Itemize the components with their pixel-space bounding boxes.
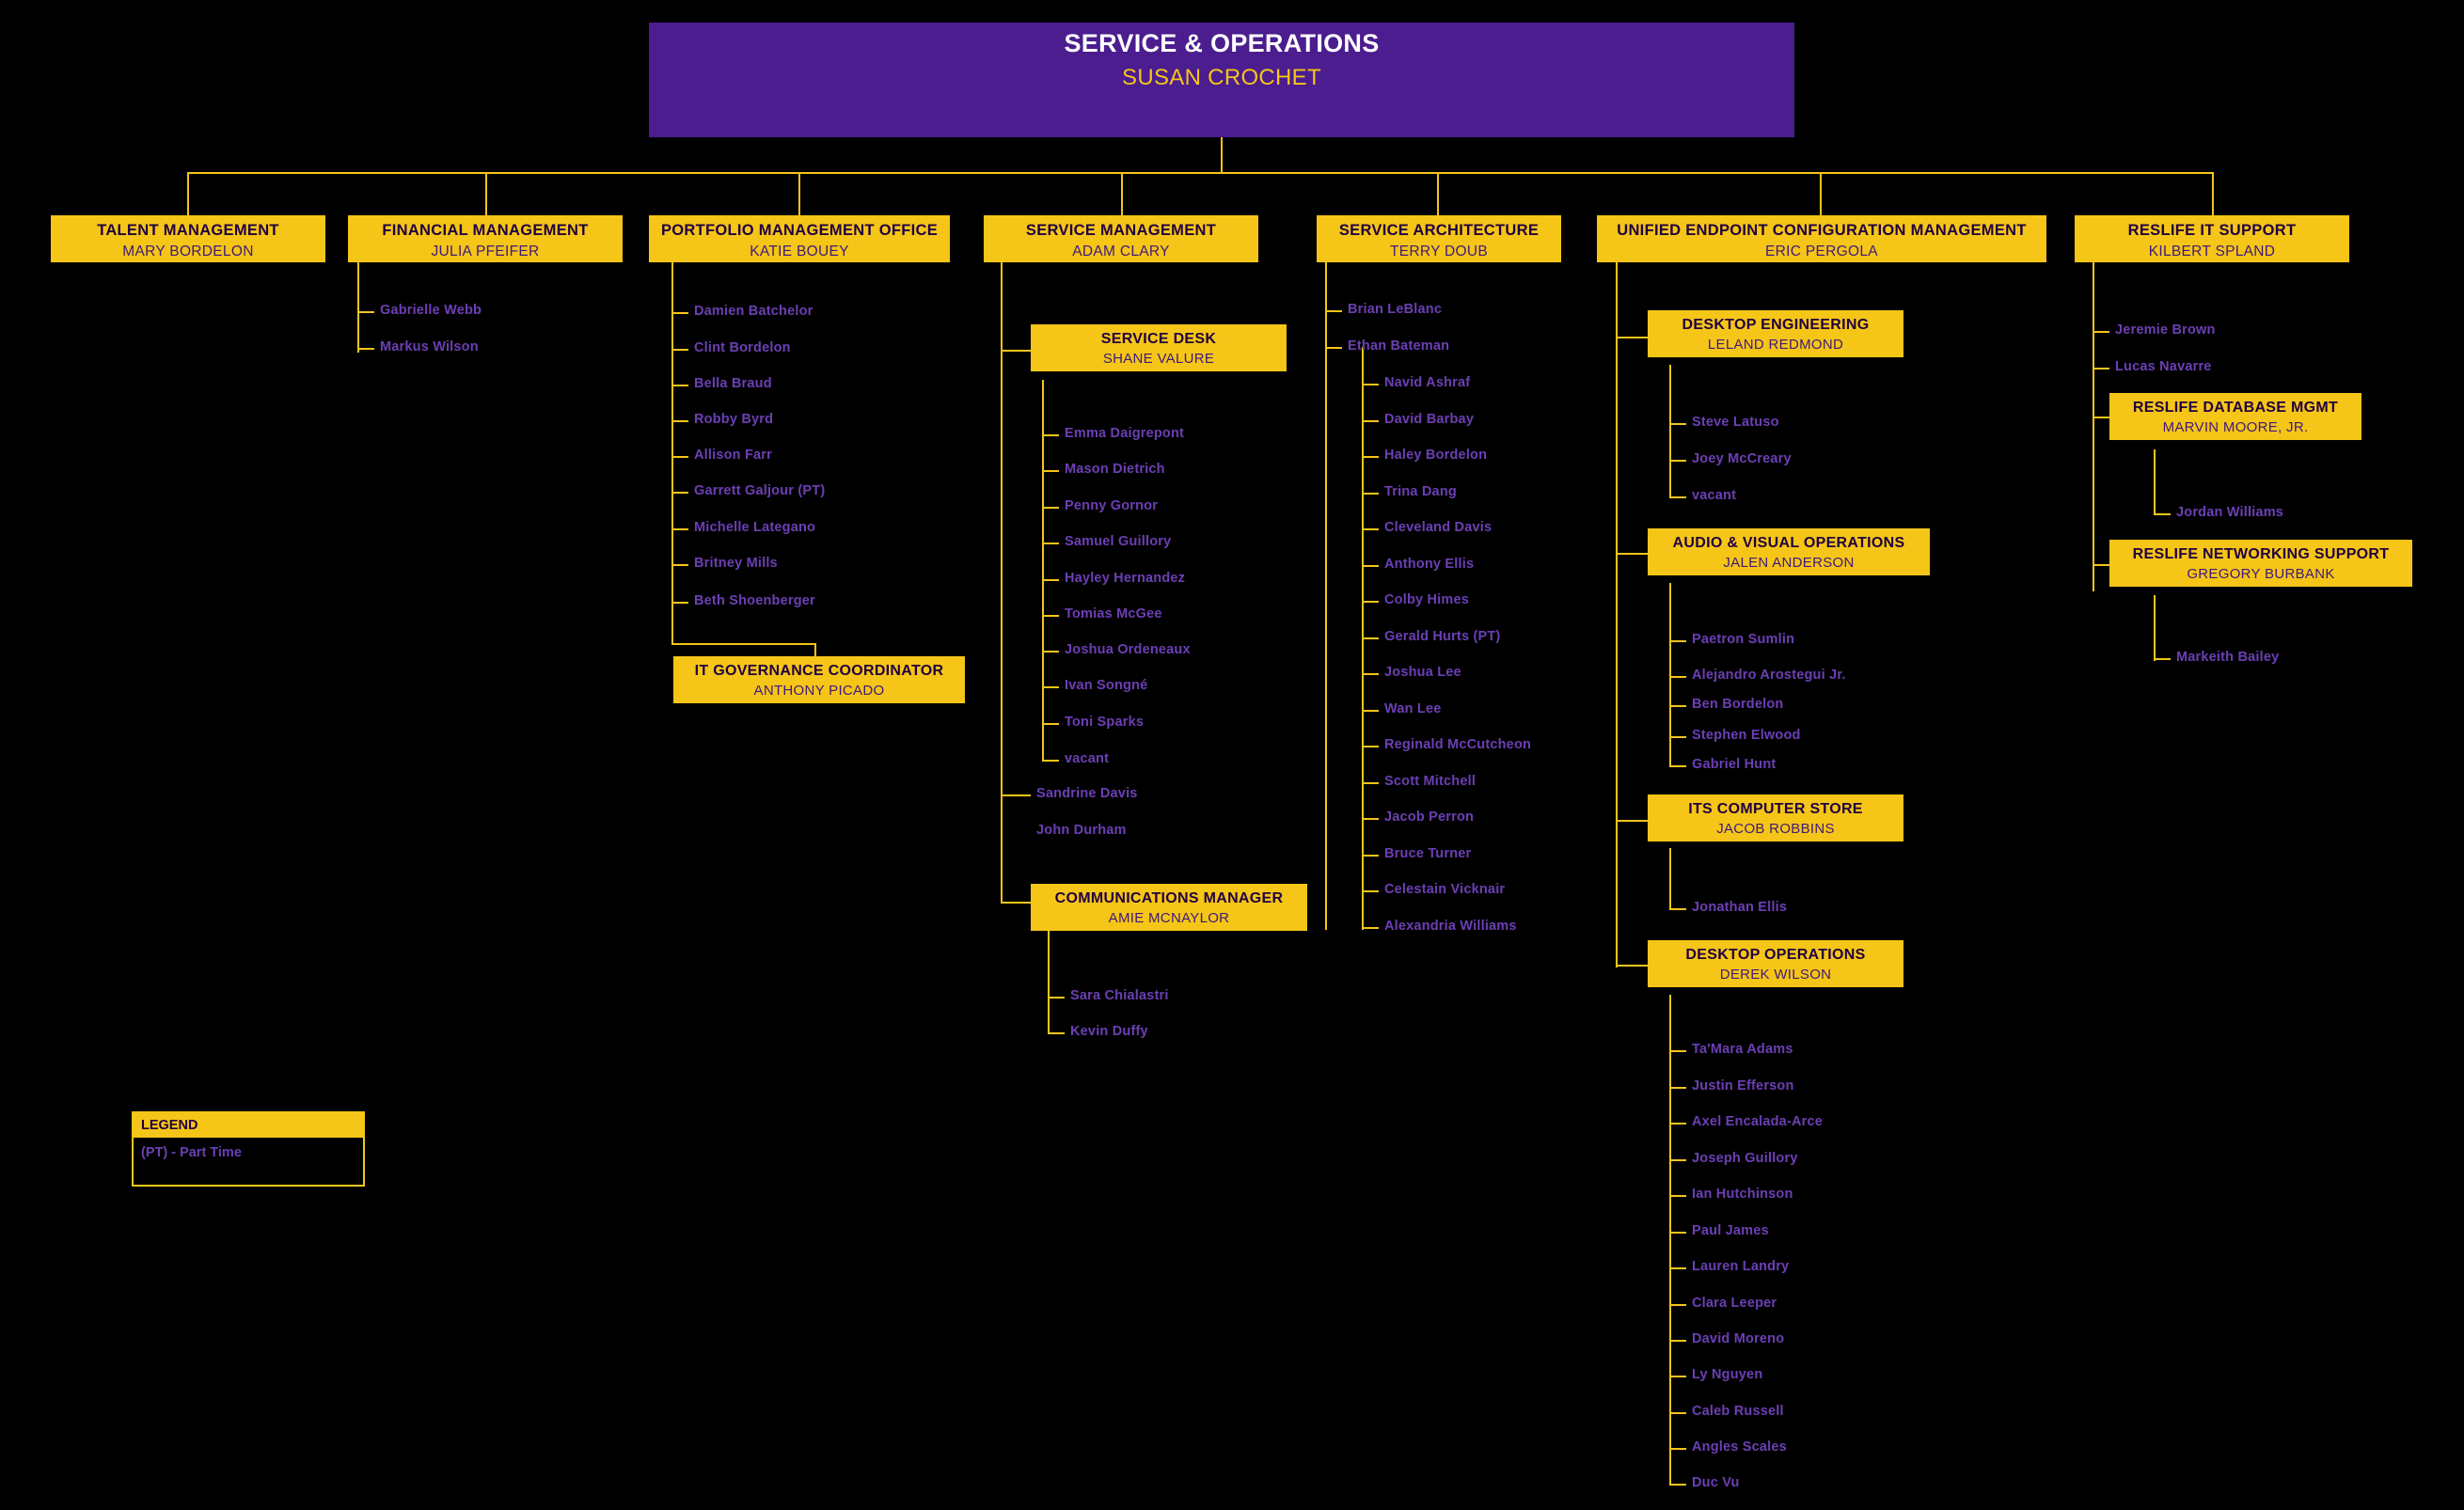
node-name: KILBERT SPLAND [2148, 243, 2276, 260]
list-item[interactable]: Bella Braud [694, 376, 772, 391]
node-communications-manager[interactable] [1031, 884, 1307, 931]
node-name: AMIE MCNAYLOR [1108, 910, 1230, 926]
connector [2212, 172, 2214, 215]
list-item[interactable]: John Durham [1036, 823, 1127, 838]
list-item[interactable]: Axel Encalada-Arce [1692, 1114, 1823, 1129]
node-desktop-operations[interactable] [1648, 940, 1903, 987]
list-item[interactable]: Garrett Galjour (PT) [694, 483, 826, 498]
connector [1362, 782, 1379, 784]
legend [132, 1111, 365, 1187]
connector [1669, 1484, 1686, 1486]
connector [1669, 995, 1671, 1484]
list-item[interactable]: Brian LeBlanc [1348, 302, 1443, 317]
connector [1221, 136, 1223, 172]
connector [1001, 902, 1031, 904]
node-title: SERVICE DESK [1100, 331, 1217, 347]
connector [1669, 1376, 1686, 1377]
connector [1362, 565, 1379, 567]
connector [2093, 331, 2109, 333]
list-item[interactable]: Markeith Bailey [2176, 650, 2280, 665]
connector [1669, 1267, 1686, 1269]
connector [1362, 493, 1379, 495]
connector [1669, 640, 1686, 642]
root-node-service-operations[interactable] [649, 23, 1794, 137]
connector [671, 564, 688, 566]
connector [1362, 818, 1379, 820]
node-title: PORTFOLIO MANAGEMENT OFFICE [660, 222, 939, 239]
node-its-computer-store[interactable] [1648, 794, 1903, 842]
connector [1042, 470, 1059, 472]
node-financial-management[interactable] [348, 215, 623, 262]
list-item[interactable]: Justin Efferson [1692, 1078, 1794, 1093]
list-item[interactable]: Mason Dietrich [1065, 462, 1165, 477]
list-item[interactable]: Toni Sparks [1065, 715, 1145, 730]
list-item[interactable]: Reginald McCutcheon [1384, 737, 1532, 752]
list-item[interactable]: Trina Dang [1384, 484, 1457, 499]
connector [1362, 855, 1379, 857]
connector [671, 312, 688, 314]
connector [1325, 310, 1342, 312]
node-talent-management[interactable] [51, 215, 325, 262]
node-name: MARY BORDELON [122, 243, 254, 260]
list-item[interactable]: Sandrine Davis [1036, 786, 1138, 801]
connector [1616, 553, 1648, 555]
node-title: TALENT MANAGEMENT [97, 222, 279, 239]
list-item[interactable]: David Barbay [1384, 412, 1475, 427]
connector [1437, 172, 1439, 215]
list-item[interactable]: Steve Latuso [1692, 415, 1779, 430]
node-name: JACOB ROBBINS [1716, 821, 1835, 837]
connector [1362, 710, 1379, 712]
connector [1669, 736, 1686, 738]
node-reslife-it-support[interactable] [2075, 215, 2349, 262]
connector [1669, 1159, 1686, 1161]
connector [485, 172, 487, 215]
connector [1042, 615, 1059, 617]
connector [671, 492, 688, 494]
connector [357, 348, 374, 350]
connector [814, 643, 816, 656]
connector [1669, 1195, 1686, 1197]
list-item[interactable]: Emma Daigrepont [1065, 426, 1185, 441]
list-item[interactable]: Clara Leeper [1692, 1296, 1777, 1311]
list-item[interactable]: Caleb Russell [1692, 1404, 1784, 1419]
list-item[interactable]: Beth Shoenberger [694, 593, 815, 608]
connector [671, 349, 688, 351]
list-item[interactable]: Markus Wilson [380, 339, 479, 354]
root-title: SERVICE & OPERATIONS [1064, 29, 1380, 57]
connector [1616, 337, 1648, 338]
connector [2154, 595, 2156, 661]
list-item[interactable]: Joshua Ordeneaux [1065, 642, 1191, 657]
list-item[interactable]: Jordan Williams [2176, 505, 2284, 520]
connector [1669, 460, 1686, 462]
connector [1669, 496, 1686, 498]
node-name: DEREK WILSON [1719, 967, 1832, 983]
node-name: MARVIN MOORE, JR. [2162, 419, 2309, 435]
list-item[interactable]: Bruce Turner [1384, 846, 1472, 861]
connector [2093, 262, 2094, 591]
connector [671, 420, 688, 422]
list-item[interactable]: Cleveland Davis [1384, 520, 1493, 535]
node-title: UNIFIED ENDPOINT CONFIGURATION MANAGEMENT [1617, 222, 2027, 239]
list-item[interactable]: Lucas Navarre [2115, 359, 2212, 374]
list-item[interactable]: Sara Chialastri [1070, 988, 1169, 1003]
node-name: ANTHONY PICADO [753, 683, 885, 699]
list-item[interactable]: Lauren Landry [1692, 1259, 1790, 1274]
connector [1001, 794, 1025, 796]
connector [1669, 1123, 1686, 1125]
node-name: SHANE VALURE [1102, 351, 1215, 367]
connector [1669, 676, 1686, 678]
list-item[interactable]: Wan Lee [1384, 701, 1442, 716]
list-item[interactable]: Joey McCreary [1692, 451, 1792, 466]
list-item[interactable]: Tomias McGee [1065, 606, 1162, 621]
connector [1042, 543, 1059, 544]
node-it-governance-coordinator[interactable] [673, 656, 965, 703]
list-item[interactable]: Allison Farr [694, 448, 772, 463]
list-item[interactable]: Colby Himes [1384, 592, 1470, 607]
connector [1325, 262, 1327, 930]
connector [1042, 507, 1059, 509]
connector [1121, 172, 1123, 215]
list-item[interactable]: Alejandro Arostegui Jr. [1692, 668, 1846, 683]
connector [357, 262, 359, 353]
connector [2154, 658, 2171, 660]
list-item[interactable]: Celestain Vicknair [1384, 882, 1506, 897]
node-title: SERVICE MANAGEMENT [1025, 222, 1217, 239]
list-item[interactable]: Robby Byrd [694, 412, 774, 427]
node-audio-visual-operations[interactable] [1648, 528, 1930, 575]
list-item[interactable]: Jacob Perron [1384, 810, 1475, 825]
node-reslife-database-mgmt[interactable] [2109, 393, 2361, 440]
connector [1669, 765, 1686, 767]
connector [671, 643, 814, 645]
connector [1669, 365, 1671, 498]
list-item[interactable]: Damien Batchelor [694, 304, 813, 319]
node-service-architecture[interactable] [1317, 215, 1561, 262]
connector [1820, 172, 1822, 215]
connector [1362, 384, 1379, 385]
list-item[interactable]: Jeremie Brown [2115, 322, 2216, 338]
connector-bus [187, 172, 2212, 174]
list-item[interactable]: Ta'Mara Adams [1692, 1042, 1793, 1057]
node-title: RESLIFE NETWORKING SUPPORT [2132, 546, 2390, 562]
list-item[interactable]: Hayley Hernandez [1065, 571, 1186, 586]
list-item[interactable]: Alexandria Williams [1384, 919, 1517, 934]
list-item[interactable]: Angles Scales [1692, 1439, 1787, 1455]
node-title: DESKTOP OPERATIONS [1685, 947, 1866, 963]
list-item[interactable]: Ethan Bateman [1348, 338, 1450, 354]
connector [1042, 760, 1059, 762]
connector [671, 262, 673, 643]
node-service-management[interactable] [984, 215, 1258, 262]
node-desktop-engineering[interactable] [1648, 310, 1903, 357]
connector [1669, 583, 1671, 766]
list-item[interactable]: Anthony Ellis [1384, 557, 1475, 572]
connector [1669, 1050, 1686, 1052]
node-title: RESLIFE DATABASE MGMT [2132, 400, 2339, 416]
connector [1001, 262, 1003, 902]
connector [2154, 449, 2156, 515]
list-item[interactable]: Paul James [1692, 1223, 1769, 1238]
connector [1001, 350, 1031, 352]
node-title: SERVICE ARCHITECTURE [1338, 222, 1540, 239]
list-item[interactable]: Joseph Guillory [1692, 1151, 1798, 1166]
node-name: KATIE BOUEY [750, 243, 849, 260]
connector [1669, 1232, 1686, 1234]
list-item[interactable]: Jonathan Ellis [1692, 900, 1788, 915]
list-item[interactable]: Ian Hutchinson [1692, 1187, 1793, 1202]
connector [1669, 908, 1686, 910]
connector [1362, 746, 1379, 747]
connector [2093, 368, 2109, 370]
node-title: FINANCIAL MANAGEMENT [382, 222, 589, 239]
node-title: COMMUNICATIONS MANAGER [1054, 890, 1284, 906]
connector [1362, 420, 1379, 422]
root-name: SUSAN CROCHET [1122, 64, 1321, 90]
list-item[interactable]: Ivan Songné [1065, 678, 1148, 693]
connector [187, 172, 189, 215]
list-item[interactable]: Gabrielle Webb [380, 303, 482, 318]
connector [1048, 1032, 1065, 1034]
connector [1362, 528, 1379, 530]
connector [1042, 723, 1059, 725]
connector [1325, 347, 1342, 349]
connector [671, 528, 688, 530]
connector [1042, 380, 1044, 761]
connector [671, 456, 688, 458]
list-item[interactable]: Gerald Hurts (PT) [1384, 629, 1501, 644]
connector [1362, 890, 1379, 892]
node-title: RESLIFE IT SUPPORT [2127, 222, 2297, 239]
list-item[interactable]: Ly Nguyen [1692, 1367, 1763, 1382]
legend-title: LEGEND [134, 1113, 363, 1138]
list-item[interactable]: Navid Ashraf [1384, 375, 1471, 390]
list-item[interactable]: Scott Mitchell [1384, 774, 1477, 789]
list-item[interactable]: David Moreno [1692, 1331, 1785, 1346]
node-name: TERRY DOUB [1389, 243, 1489, 260]
node-name: LELAND REDMOND [1707, 337, 1844, 353]
connector [1669, 848, 1671, 909]
connector [798, 172, 800, 215]
connector [1669, 705, 1686, 707]
connector [1669, 1448, 1686, 1450]
node-name: JALEN ANDERSON [1723, 555, 1855, 571]
node-name: ERIC PERGOLA [1765, 243, 1878, 260]
list-item[interactable]: Ben Bordelon [1692, 697, 1784, 712]
connector [1048, 997, 1065, 999]
list-item[interactable]: Samuel Guillory [1065, 534, 1172, 549]
node-service-desk[interactable] [1031, 324, 1287, 371]
list-item[interactable]: Joshua Lee [1384, 665, 1461, 680]
connector [1362, 601, 1379, 603]
connector [1362, 673, 1379, 675]
node-title: AUDIO & VISUAL OPERATIONS [1672, 535, 1905, 551]
node-reslife-networking-support[interactable] [2109, 540, 2412, 587]
connector [2154, 513, 2171, 515]
connector [671, 602, 688, 604]
list-item-vacant[interactable]: vacant [1692, 488, 1737, 503]
list-item[interactable]: Stephen Elwood [1692, 728, 1801, 743]
connector [1669, 1340, 1686, 1342]
node-title: DESKTOP ENGINEERING [1682, 317, 1870, 333]
connector [1669, 1412, 1686, 1414]
connector [1362, 456, 1379, 458]
connector [1616, 965, 1648, 967]
connector [1042, 651, 1059, 653]
node-name: ADAM CLARY [1072, 243, 1170, 260]
connector [357, 311, 374, 313]
node-title: ITS COMPUTER STORE [1688, 801, 1863, 817]
node-portfolio-management-office[interactable] [649, 215, 950, 262]
connector [1669, 423, 1686, 425]
connector [1362, 637, 1379, 639]
connector [1616, 820, 1648, 822]
connector [671, 385, 688, 386]
list-item-vacant[interactable]: vacant [1065, 751, 1110, 766]
node-name: JULIA PFEIFER [431, 243, 540, 260]
list-item[interactable]: Britney Mills [694, 556, 778, 571]
connector [1669, 1304, 1686, 1306]
list-item[interactable]: Clint Bordelon [694, 340, 791, 355]
legend-item-part-time: (PT) - Part Time [141, 1145, 242, 1160]
list-item[interactable]: Paetron Sumlin [1692, 632, 1795, 647]
connector [1042, 579, 1059, 581]
list-item[interactable]: Duc Vu [1692, 1475, 1740, 1490]
connector [1048, 931, 1050, 1034]
node-unified-endpoint-configuration-management[interactable] [1597, 215, 2046, 262]
connector [1669, 1087, 1686, 1089]
connector [1362, 927, 1379, 929]
node-name: GREGORY BURBANK [2187, 566, 2335, 582]
connector [1042, 686, 1059, 688]
connector [1616, 262, 1618, 967]
list-item[interactable]: Haley Bordelon [1384, 448, 1488, 463]
node-title: IT GOVERNANCE COORDINATOR [694, 663, 944, 679]
list-item[interactable]: Penny Gornor [1065, 498, 1159, 513]
list-item[interactable]: Kevin Duffy [1070, 1024, 1148, 1039]
connector [1042, 434, 1059, 436]
list-item[interactable]: Michelle Lategano [694, 520, 816, 535]
list-item[interactable]: Gabriel Hunt [1692, 757, 1777, 772]
